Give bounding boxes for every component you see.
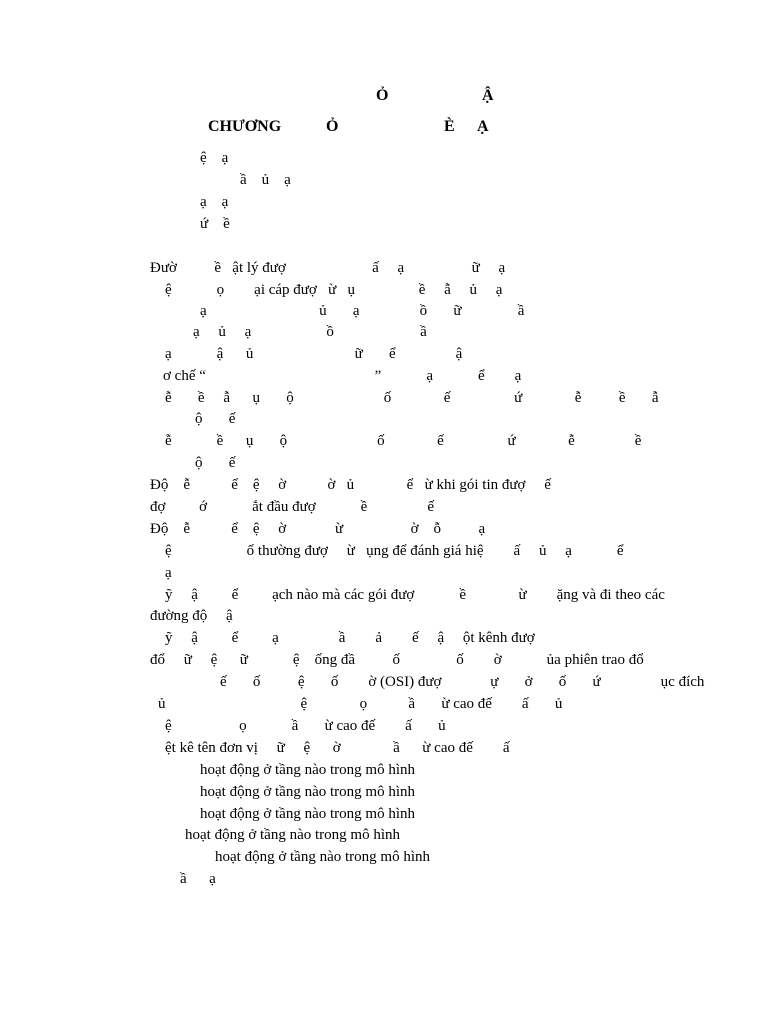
body-line: hoạt động ở tầng nào trong mô hình [185,827,400,843]
body-line: hoạt động ở tầng nào trong mô hình [200,762,415,778]
body-line: ỹ ậ ể ạch nào mà các gói đượ ề ừ ặng và đi theo các [165,587,665,603]
body-line: đợ ớ ắt đầu đượ ề ế [150,499,434,515]
body-line: hoạt động ở tầng nào trong mô hình [200,784,415,800]
body-line: ạ [165,565,172,581]
body-line: ạ ủ ạ ồ ầ [193,324,427,340]
body-line: hoạt động ở tầng nào trong mô hình [200,806,415,822]
body-line: ễ ề ụ ộ ố ế ứ ễ ề [165,433,642,449]
body-line: Độ ễ ể ệ ờ ờ ủ ể ừ khi gói tin đượ ế [150,477,551,493]
body-line: Đườ ề ật lý đượ ấ ạ ữ ạ [150,260,506,276]
body-line: ủ ệ ọ ầ ừ cao đế ấ ủ [158,696,563,712]
body-line: Độ ễ ể ệ ờ ừ ờ ỗ ạ [150,521,486,537]
objective-item: ầ ủ ạ [240,172,291,188]
body-line: hoạt động ở tầng nào trong mô hình [215,849,430,865]
body-line: ế ố ệ ố ờ (OSI) đượ ự ở ố ứ ục đích [220,674,705,690]
body-line: ệ ố thường đượ ừ ụng để đánh giá hiệ ấ ủ ạ ể [165,543,624,559]
title-mark-2: Ậ [482,87,494,104]
body-line: ễ ề ẫ ụ ộ ố ế ứ ễ ề ẫ [165,390,659,406]
body-line: ệ ọ ầ ừ cao đế ấ ủ [165,718,446,734]
chapter-mark-1: Ỏ [326,118,339,135]
chapter-label: CHƯƠNG [208,118,282,135]
objective-item: ứ ề [200,216,230,232]
body-line: ạ ủ ạ ồ ữ ầ [200,303,525,319]
body-line: ơ chế “ ” ạ ể ạ [163,368,522,384]
body-line: ạ ậ ủ ữ ể ậ [165,346,463,362]
body-line: ộ ế [195,411,236,427]
body-line: ệ ọ ại cáp đượ ừ ụ ề ẫ ủ ạ [165,282,503,298]
title-mark-1: Ỏ [376,87,389,104]
body-line: ệt kê tên đơn vị ữ ệ ờ ầ ừ cao đế ấ [165,740,510,756]
body-line: đường độ ậ [150,608,233,624]
body-line: ộ ế [195,455,236,471]
body-line: ầ ạ [180,871,216,887]
body-line: đổ ữ ệ ữ ệ ống đầ ố ố ờ ủa phiên trao đổ [150,652,644,668]
chapter-mark-3: Ạ [477,118,489,135]
objective-item: ạ ạ [200,194,229,210]
objective-item: ệ ạ [200,150,229,166]
body-line: ỹ ậ ể ạ ầ ả ế ậ ột kênh đượ [165,630,535,646]
chapter-mark-2: È [444,118,455,135]
